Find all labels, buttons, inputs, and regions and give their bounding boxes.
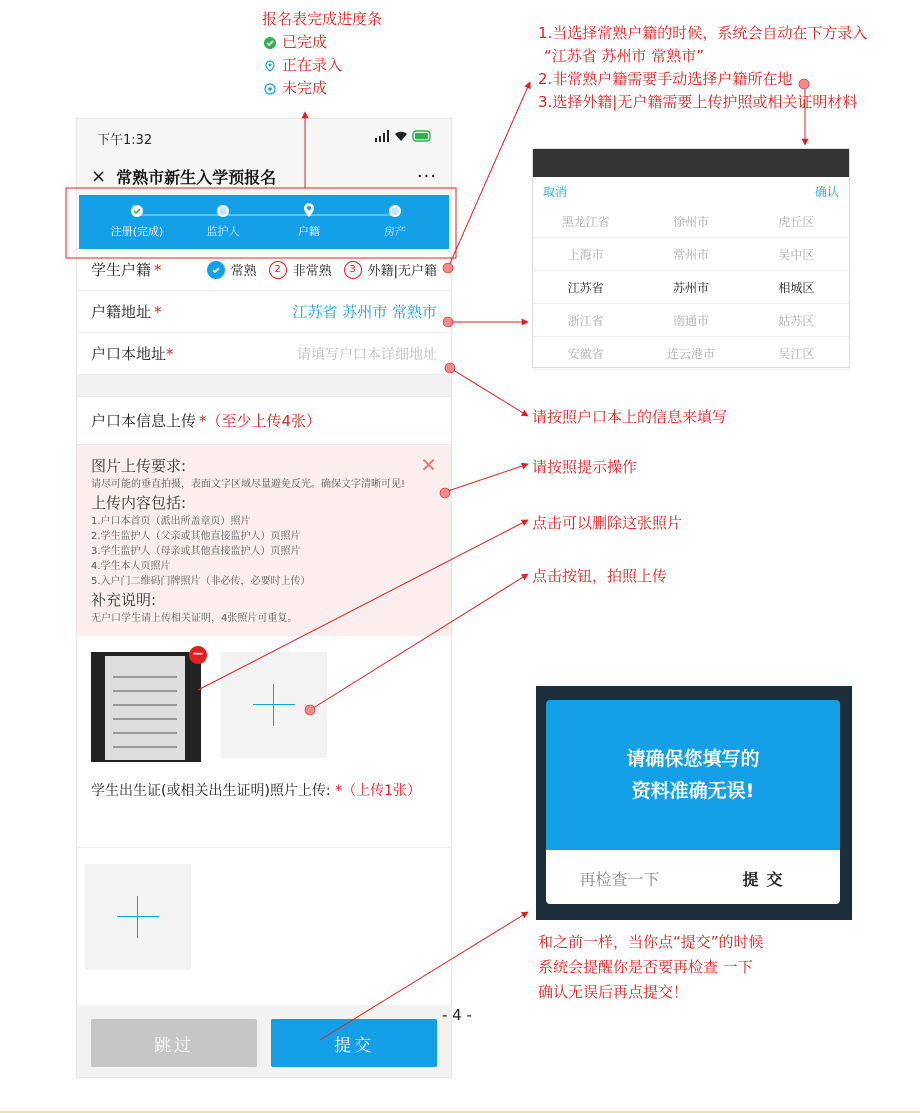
picker-option-selected[interactable]: 相城区 — [744, 271, 849, 304]
note-confirm-2: 系统会提醒你是否要再检查 一下 — [538, 958, 753, 976]
required-mark: * — [154, 302, 162, 321]
address-label: 户籍地址 — [91, 303, 152, 321]
submit-button[interactable]: 提交 — [271, 1019, 437, 1067]
picker-option[interactable]: 常州市 — [638, 238, 743, 271]
note-line-1b: “江苏省 苏州市 常熟市” — [544, 47, 705, 65]
tips-heading-2: 上传内容包括: — [91, 494, 187, 512]
note-line-3: 3.选择外籍|无户籍需要上传护照或相关证明材料 — [538, 93, 858, 111]
delete-photo-icon[interactable]: − — [189, 646, 207, 664]
note-confirm-3: 确认无误后再点提交！ — [538, 983, 689, 1001]
recheck-button[interactable]: 再检查一下 — [579, 869, 660, 889]
dialog-submit-button[interactable]: 提交 — [742, 869, 791, 889]
tips-item: 4.学生本人页照片 — [91, 561, 171, 572]
birth-cert-required: *（上传1张） — [335, 783, 422, 799]
tips-item: 3.学生监护人（母亲或其他直接监护人）页照片 — [91, 546, 301, 557]
close-icon[interactable]: × — [91, 165, 107, 187]
hukou-address-input[interactable]: 请填写户口本详细地址 — [297, 346, 437, 363]
tips-item: 2.学生监护人（父亲或其他直接监护人）页照片 — [91, 531, 301, 542]
page-number: - 4 - — [442, 1006, 472, 1024]
note-camera: 点击按钮，拍照上传 — [532, 567, 668, 585]
arrow-fill — [450, 368, 528, 416]
legend-current-label: 正在录入 — [282, 56, 343, 74]
tips-heading-1: 图片上传要求: — [91, 457, 187, 475]
radio-foreign[interactable]: 3 — [344, 261, 362, 279]
tips-item: 5.入户门二维码门牌照片（非必传，必要时上传） — [91, 576, 311, 587]
note-tips: 请按照提示操作 — [532, 458, 638, 476]
note-delete: 点击可以删除这张照片 — [532, 514, 683, 532]
more-icon[interactable]: ··· — [416, 165, 437, 187]
picker-option[interactable]: 徐州市 — [638, 205, 743, 238]
step-huji-label: 户籍 — [298, 225, 320, 238]
progress-highlight-box — [66, 188, 456, 258]
tips-text-1: 请尽可能的垂直拍摄，表面文字区域尽量避免反光。确保文字清晰可见! — [91, 479, 406, 490]
hukou-address-label: 户口本地址 — [91, 345, 167, 363]
skip-button[interactable]: 跳过 — [91, 1019, 257, 1067]
step-guardian-label: 监护人 — [206, 225, 240, 238]
note-fill: 请按照户口本上的信息来填写 — [532, 408, 728, 426]
dialog-line-1: 请确保您填写的 — [626, 748, 760, 770]
picker-option[interactable]: 安徽省 — [533, 337, 638, 370]
upload-label: 户口本信息上传 — [91, 412, 197, 430]
required-mark: * — [154, 260, 162, 279]
tips-item: 1.户口本首页（派出所盖章页）照片 — [91, 516, 251, 527]
picker-confirm-button[interactable]: 确认 — [814, 184, 839, 199]
status-time: 下午1:32 — [97, 132, 153, 148]
note-line-1a: 1.当选择常熟户籍的时候，系统会自动在下方录入 — [538, 24, 868, 42]
step-register-label: 注册(完成) — [110, 225, 164, 238]
note-line-2: 2.非常熟户籍需要手动选择户籍所在地 — [538, 70, 793, 88]
note-confirm-1: 和之前一样，当你点“提交”的时候 — [538, 933, 764, 951]
picker-option[interactable]: 吴中区 — [744, 238, 849, 271]
birth-cert-label: 学生出生证(或相关出生证明)照片上传: — [91, 783, 331, 799]
page-title: 常熟市新生入学预报名 — [116, 167, 277, 187]
legend-pending-label: 未完成 — [282, 79, 328, 97]
picker-option[interactable]: 黑龙江省 — [533, 205, 638, 238]
arrow-submit — [320, 912, 528, 1040]
upload-required: *（至少上传4张） — [199, 412, 322, 430]
radio-non-changshu[interactable]: 2 — [269, 261, 287, 279]
radio-non-changshu-label: 非常熟 — [292, 264, 332, 279]
required-mark: * — [166, 344, 174, 363]
picker-option[interactable]: 上海市 — [533, 238, 638, 271]
picker-option[interactable]: 姑苏区 — [744, 304, 849, 337]
close-icon[interactable]: ✕ — [420, 453, 437, 477]
legend-done-label: 已完成 — [282, 33, 328, 51]
legend-title: 报名表完成进度条 — [262, 10, 383, 28]
picker-option[interactable]: 连云港市 — [638, 337, 743, 370]
arrow-tips — [445, 464, 528, 492]
picker-option[interactable]: 吴江区 — [744, 337, 849, 370]
arrow-huji — [448, 82, 530, 268]
picker-option[interactable]: 南通市 — [638, 304, 743, 337]
tips-text-3: 无户口学生请上传相关证明，4张照片可重复。 — [91, 613, 298, 624]
huji-label: 学生户籍 — [91, 261, 152, 279]
picker-option[interactable]: 浙江省 — [533, 304, 638, 337]
radio-foreign-label: 外籍|无户籍 — [367, 264, 437, 279]
radio-changshu-label: 常熟 — [230, 264, 257, 279]
dialog-line-2: 资料准确无误! — [631, 780, 755, 802]
tips-heading-3: 补充说明: — [91, 591, 157, 609]
picker-option-selected[interactable]: 苏州市 — [638, 271, 743, 304]
picker-option[interactable]: 虎丘区 — [744, 205, 849, 238]
picker-option-selected[interactable]: 江苏省 — [533, 271, 638, 304]
picker-cancel-button[interactable]: 取消 — [543, 184, 568, 199]
address-value[interactable]: 江苏省 苏州市 常熟市 — [292, 303, 437, 321]
arrow-camera — [310, 574, 528, 710]
step-property-label: 房产 — [384, 225, 406, 238]
